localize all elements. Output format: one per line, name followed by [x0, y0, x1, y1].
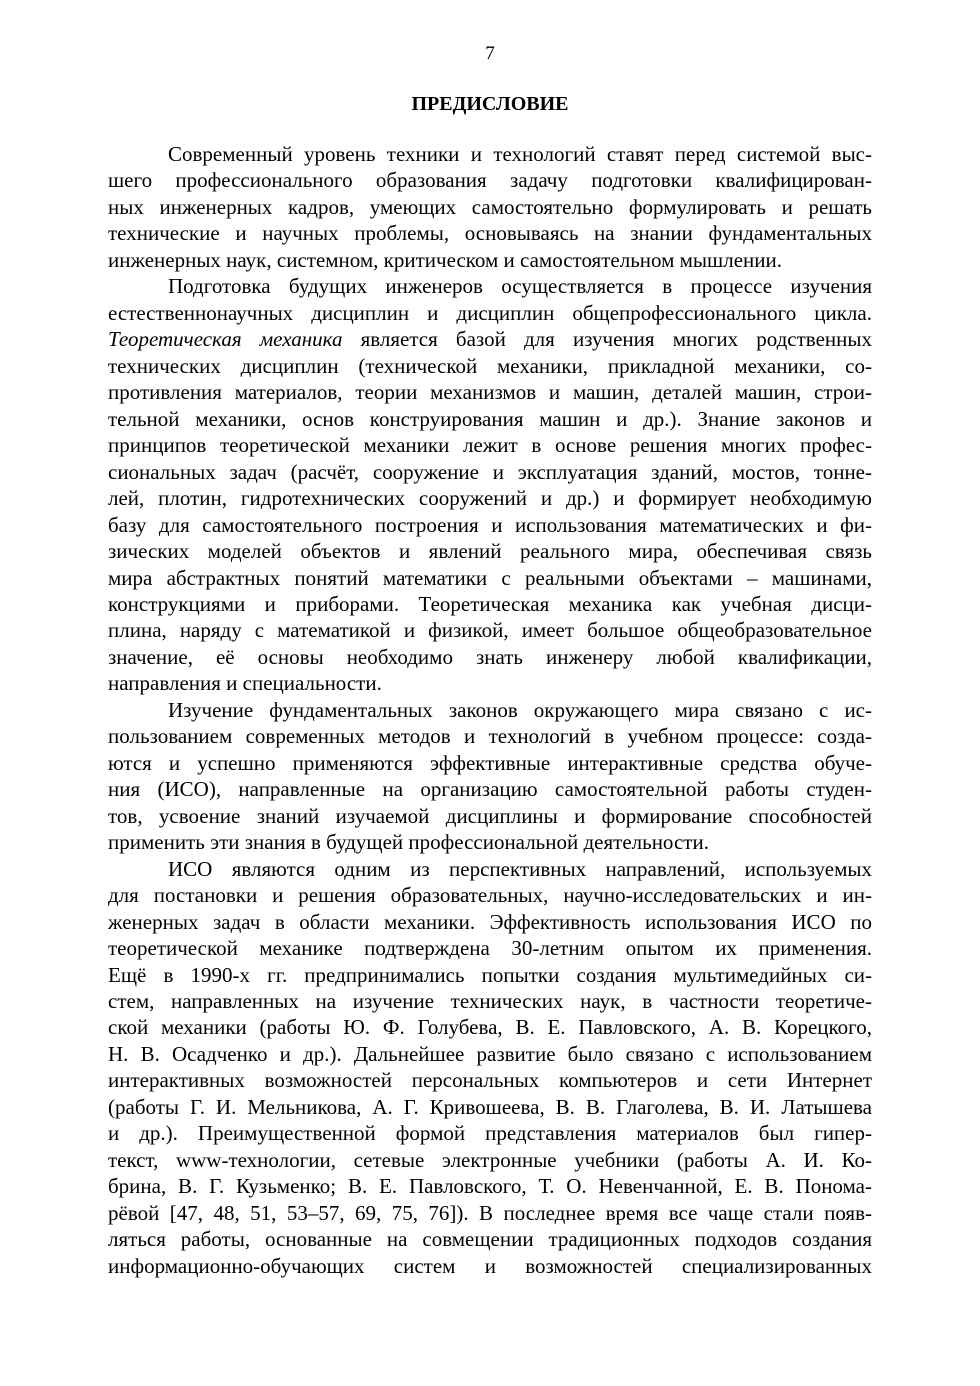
text-line: Подготовка будущих инженеров осуществляется в процессе изучения: [168, 274, 872, 299]
section-title: ПРЕДИСЛОВИЕ: [411, 93, 569, 115]
text-line: значение, её основы необходимо знать инженеру любой квалификации,: [108, 644, 872, 669]
text-line: применить эти знания в будущей профессиональной деятельности.: [108, 830, 709, 855]
text-line: ются и успешно применяются эффективные интерактивные средства обуче-: [108, 750, 872, 775]
paragraph: [108, 856, 872, 1280]
text-line: сиональных задач (расчёт, сооружение и эксплуатация зданий, мостов, тонне-: [108, 459, 872, 484]
paragraph: [108, 697, 872, 856]
text-line: инженерных наук, системном, критическом и самостоятельном мышлении.: [108, 247, 782, 272]
text-line: брина, В. Г. Кузьменко; В. Е. Павловского, Т. О. Невенчанной, Е. В. Понома-: [108, 1174, 872, 1199]
paragraph: [108, 273, 872, 697]
italic-term: Теоретическая механика: [108, 327, 343, 352]
text-line: для постановки и решения образовательных, научно-исследовательских и ин-: [108, 883, 872, 908]
text-line: ния (ИСО), направленные на организацию самостоятельной работы студен-: [108, 777, 872, 802]
text-line: шего профессионального образования задачу подготовки квалифицирован-: [108, 168, 872, 193]
text-line: рёвой [47, 48, 51, 53–57, 69, 75, 76]). В последнее время все чаще стали появ-: [108, 1200, 872, 1225]
text-line: теоретической механике подтверждена 30-летним опытом их применения.: [108, 936, 872, 961]
text-line: естественнонаучных дисциплин и дисциплин общепрофессионального цикла.: [108, 300, 872, 325]
text-line: интерактивных возможностей персональных компьютеров и сети Интернет: [108, 1068, 872, 1093]
text-line: Н. В. Осадченко и др.). Дальнейшее развитие было связано с использованием: [108, 1041, 872, 1066]
text-line: зических моделей объектов и явлений реального мира, обеспечивая связь: [108, 539, 872, 564]
text-line: плина, наряду с математикой и физикой, имеет большое общеобразовательное: [108, 618, 872, 643]
text-line: мира абстрактных понятий математики с реальными объектами – машинами,: [108, 565, 872, 590]
text-line: конструкциями и приборами. Теоретическая механика как учебная дисци-: [108, 591, 872, 616]
text-line: тельной механики, основ конструирования машин и др.). Знание законов и: [108, 406, 872, 431]
text-line: информационно-обучающих систем и возможностей специализированных: [108, 1253, 872, 1278]
paragraph: [108, 141, 872, 273]
page-number: 7: [485, 43, 495, 64]
text-line: ИСО являются одним из перспективных направлений, используемых: [168, 856, 872, 881]
text-line: пользованием современных методов и технологий в учебном процессе: созда-: [108, 724, 872, 749]
text-line: лей, плотин, гидротехнических сооружений и др.) и формирует необходимую: [108, 486, 872, 511]
text-line: базу для самостоятельного построения и использования математических и фи-: [108, 512, 872, 537]
text-line: направления и специальности.: [108, 671, 382, 696]
text-line: стем, направленных на изучение технических наук, в частности теоретиче-: [108, 989, 872, 1013]
text-line: технические и научных проблемы, основываясь на знании фундаментальных: [108, 221, 872, 246]
text-line: Теоретическая механика является базой для изучения многих родственных: [108, 327, 872, 352]
text-line: противления материалов, теории механизмов и машин, деталей машин, строи-: [108, 380, 872, 405]
text-line: (работы Г. И. Мельникова, А. Г. Кривошеева, В. В. Глаголева, В. И. Латышева: [108, 1094, 872, 1119]
text-line: принципов теоретической механики лежит в основе решения многих профес-: [108, 433, 872, 458]
text-line: Современный уровень техники и технологий ставят перед системой выс-: [168, 142, 872, 166]
text-line: тов, усвоение знаний изучаемой дисциплины и формирование способностей: [108, 803, 872, 828]
text-line: Изучение фундаментальных законов окружающего мира связано с ис-: [168, 697, 872, 722]
text-line: технических дисциплин (технической механики, прикладной механики, со-: [108, 353, 872, 378]
text-line: ской механики (работы Ю. Ф. Голубева, В. Е. Павловского, А. В. Корецкого,: [108, 1015, 872, 1040]
text-line: женерных задач в области механики. Эффективность использования ИСО по: [108, 909, 872, 934]
text-line: ных инженерных кадров, умеющих самостоятельно формулировать и решать: [108, 194, 872, 219]
text-line: и др.). Преимущественной формой представления материалов был гипер-: [108, 1121, 872, 1146]
text-line: ляться работы, основанные на совмещении традиционных подходов создания: [108, 1227, 872, 1252]
text-line: Ещё в 1990-х гг. предпринимались попытки создания мультимедийных си-: [108, 962, 872, 987]
body-text: [108, 141, 872, 1279]
text-line: текст, www-технологии, сетевые электронные учебники (работы А. И. Ко-: [108, 1147, 872, 1172]
